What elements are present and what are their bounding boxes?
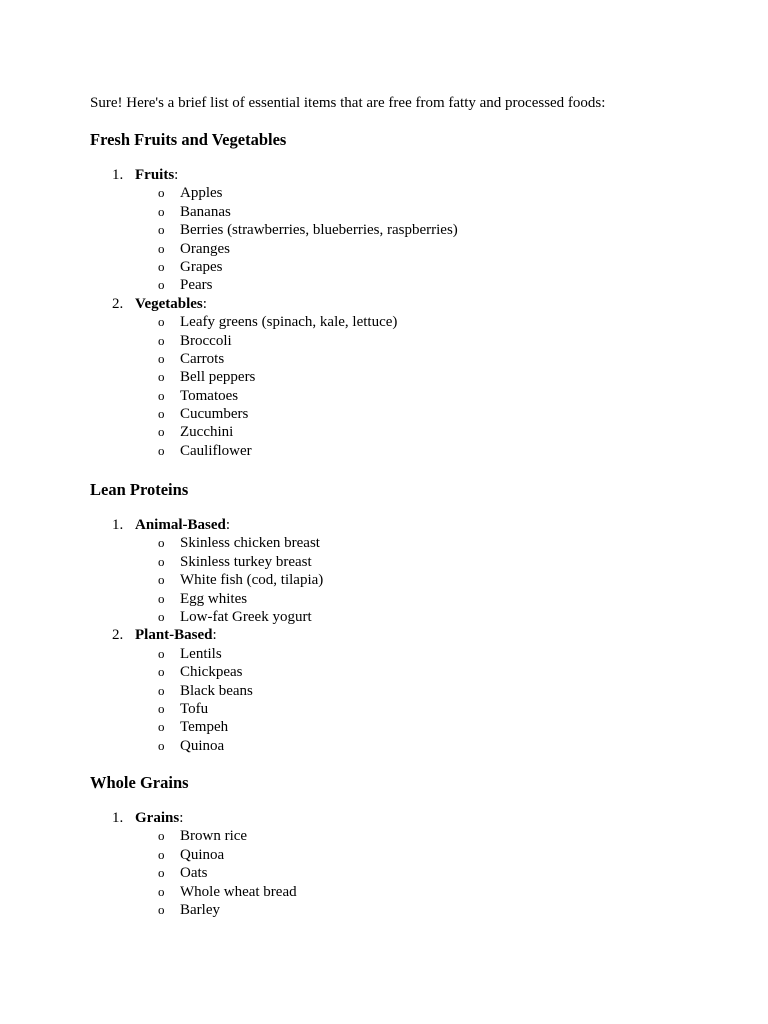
- category-colon: :: [212, 627, 217, 644]
- category-item: [90, 295, 730, 461]
- list-item: [90, 258, 730, 276]
- category-title: [135, 166, 178, 184]
- list-item-text: Chickpeas: [180, 664, 243, 681]
- hollow-bullet-icon: o: [158, 901, 165, 917]
- category-number: 1.: [112, 167, 124, 183]
- list-item: [90, 240, 730, 258]
- category-list: [90, 166, 730, 460]
- hollow-bullet-icon: o: [158, 314, 165, 330]
- category-line: [90, 295, 730, 313]
- list-item: [90, 571, 730, 589]
- category-number: 2.: [112, 627, 124, 644]
- category-colon: :: [225, 517, 231, 533]
- hollow-bullet-icon: o: [158, 258, 165, 274]
- list-item-text: White fish (cod, tilapia): [180, 572, 324, 589]
- category-title: [135, 809, 183, 827]
- hollow-bullet-icon: o: [158, 369, 165, 385]
- list-item-text: Berries (strawberries, blueberries, raspberries): [180, 222, 458, 239]
- hollow-bullet-icon: o: [158, 535, 165, 551]
- section: [90, 773, 730, 919]
- intro-text: Sure! Here's a brief list of essential items that are free from fatty and processed foods:: [90, 95, 606, 111]
- hollow-bullet-icon: o: [158, 608, 165, 624]
- hollow-bullet-icon: o: [158, 424, 165, 440]
- hollow-bullet-icon: o: [158, 846, 165, 862]
- category-item: [90, 166, 730, 295]
- list-item: [90, 387, 730, 405]
- list-item: [90, 184, 730, 202]
- list-item: [90, 405, 730, 423]
- list-item-text: Pears: [180, 277, 213, 294]
- list-item-text: Brown rice: [180, 828, 248, 845]
- hollow-bullet-icon: o: [158, 645, 165, 661]
- hollow-bullet-icon: o: [158, 737, 165, 753]
- category-number: 1.: [112, 517, 124, 533]
- hollow-bullet-icon: o: [158, 719, 165, 735]
- hollow-bullet-icon: o: [158, 883, 165, 899]
- category-list: [90, 809, 730, 919]
- list-item-text: Apples: [180, 185, 223, 202]
- list-item: [90, 700, 730, 718]
- list-item-text: Grapes: [180, 258, 223, 275]
- list-item: [90, 645, 730, 663]
- item-list: [90, 645, 730, 755]
- category-colon: :: [202, 295, 207, 312]
- hollow-bullet-icon: o: [158, 828, 165, 844]
- category-label: Grains: [135, 810, 180, 826]
- list-item-text: Oranges: [180, 240, 230, 257]
- hollow-bullet-icon: o: [158, 442, 165, 458]
- category-line: [90, 166, 730, 184]
- list-item: [90, 590, 730, 608]
- category-number: 1.: [112, 810, 124, 826]
- hollow-bullet-icon: o: [158, 332, 165, 348]
- list-item: [90, 608, 730, 626]
- section-heading: Lean Proteins: [90, 480, 189, 499]
- list-item: [90, 718, 730, 736]
- hollow-bullet-icon: o: [158, 203, 165, 219]
- category-title: [135, 295, 207, 313]
- list-item: [90, 313, 730, 331]
- list-item-text: Black beans: [180, 682, 253, 699]
- list-item: [90, 534, 730, 552]
- list-item: [90, 442, 730, 460]
- hollow-bullet-icon: o: [158, 700, 165, 716]
- category-number: 2.: [112, 295, 124, 312]
- list-item-text: Low-fat Greek yogurt: [180, 608, 312, 625]
- list-item: [90, 663, 730, 681]
- list-item: [90, 221, 730, 239]
- category-colon: :: [179, 810, 184, 826]
- section-heading: Fresh Fruits and Vegetables: [90, 130, 287, 149]
- list-item-text: Broccoli: [180, 332, 232, 349]
- list-item-text: Egg whites: [180, 590, 248, 607]
- hollow-bullet-icon: o: [158, 240, 165, 256]
- category-line: [90, 809, 730, 827]
- category-line: [90, 516, 730, 534]
- hollow-bullet-icon: o: [158, 185, 165, 201]
- hollow-bullet-icon: o: [158, 664, 165, 680]
- list-item-text: Oats: [180, 865, 208, 882]
- list-item-text: Whole wheat bread: [180, 883, 297, 900]
- list-item-text: Bananas: [180, 203, 231, 220]
- list-item: [90, 203, 730, 221]
- category-label: Animal-Based: [135, 517, 226, 533]
- list-item: [90, 423, 730, 441]
- list-item-text: Quinoa: [180, 846, 225, 863]
- list-item-text: Barley: [180, 901, 220, 918]
- hollow-bullet-icon: o: [158, 865, 165, 881]
- list-item-text: Zucchini: [180, 424, 234, 441]
- list-item: [90, 368, 730, 386]
- item-list: [90, 534, 730, 626]
- list-item: [90, 883, 730, 901]
- hollow-bullet-icon: o: [158, 222, 165, 238]
- list-item: [90, 846, 730, 864]
- list-item: [90, 901, 730, 919]
- category-title: [135, 626, 217, 644]
- category-list: [90, 516, 730, 755]
- item-list: [90, 827, 730, 919]
- list-item: [90, 350, 730, 368]
- list-item-text: Skinless chicken breast: [180, 535, 320, 552]
- list-item: [90, 276, 730, 294]
- list-item-text: Skinless turkey breast: [180, 553, 312, 570]
- section: [90, 480, 730, 755]
- item-list: [90, 184, 730, 294]
- hollow-bullet-icon: o: [158, 553, 165, 569]
- list-item: [90, 332, 730, 350]
- list-item-text: Tofu: [180, 700, 209, 717]
- category-label: Vegetables: [135, 295, 203, 312]
- category-colon: :: [174, 167, 179, 183]
- list-item-text: Quinoa: [180, 737, 225, 754]
- list-item-text: Cucumbers: [180, 406, 249, 423]
- category-item: [90, 626, 730, 755]
- list-item-text: Carrots: [180, 350, 225, 367]
- hollow-bullet-icon: o: [158, 590, 165, 606]
- list-item: [90, 827, 730, 845]
- category-line: [90, 626, 730, 644]
- hollow-bullet-icon: o: [158, 572, 165, 588]
- hollow-bullet-icon: o: [158, 350, 165, 366]
- list-item-text: Cauliflower: [180, 442, 252, 459]
- category-item: [90, 809, 730, 919]
- category-item: [90, 516, 730, 626]
- list-item: [90, 864, 730, 882]
- category-label: Plant-Based: [135, 627, 213, 644]
- section: [90, 130, 730, 460]
- hollow-bullet-icon: o: [158, 387, 165, 403]
- list-item: [90, 737, 730, 755]
- category-label: Fruits: [135, 167, 175, 183]
- list-item-text: Tomatoes: [180, 387, 239, 404]
- list-item-text: Lentils: [180, 645, 222, 662]
- hollow-bullet-icon: o: [158, 406, 165, 422]
- list-item: [90, 553, 730, 571]
- item-list: [90, 313, 730, 460]
- section-heading: Whole Grains: [90, 773, 189, 792]
- list-item: [90, 682, 730, 700]
- category-title: [135, 516, 230, 534]
- list-item-text: Leafy greens (spinach, kale, lettuce): [180, 314, 398, 331]
- list-item-text: Tempeh: [180, 719, 229, 736]
- hollow-bullet-icon: o: [158, 277, 165, 293]
- list-item-text: Bell peppers: [180, 369, 256, 386]
- hollow-bullet-icon: o: [158, 682, 165, 698]
